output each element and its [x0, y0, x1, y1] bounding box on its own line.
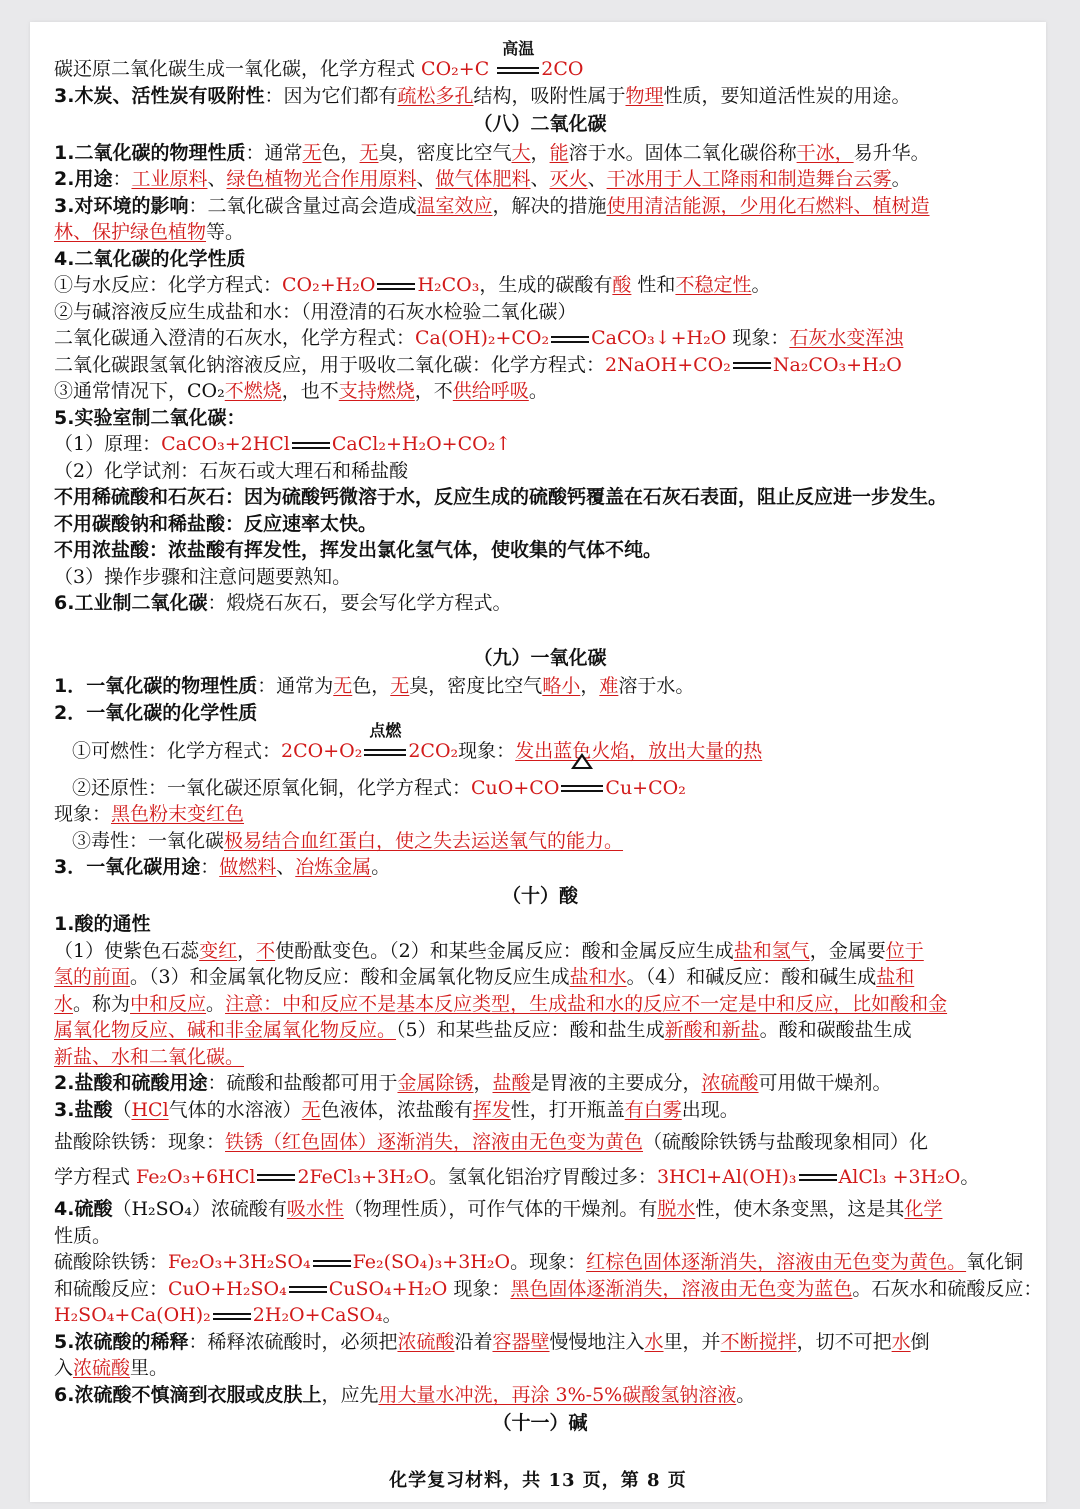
- answer: 盐和: [876, 966, 915, 988]
- text: 。石灰水和硫酸反应：: [852, 1277, 1043, 1300]
- line: [54, 1249, 1026, 1276]
- heading: 6.工业制二氧化碳: [54, 592, 208, 614]
- answer: 浓硫酸: [701, 1072, 759, 1094]
- section-title: （十一）碱: [492, 1412, 588, 1434]
- text: ，应先: [321, 1383, 379, 1406]
- line: [54, 1196, 1026, 1223]
- formula: 2NaOH+CO₂: [605, 353, 731, 376]
- text: 性质。: [54, 1224, 112, 1247]
- line: [54, 1382, 1026, 1409]
- text: 可用做干燥剂。: [758, 1072, 892, 1094]
- answer: 无: [333, 675, 353, 697]
- equals-sign: [561, 785, 603, 792]
- answer: 干冰，: [796, 141, 854, 164]
- text: （: [112, 1098, 132, 1121]
- equals-sign: [377, 283, 415, 290]
- text: 、: [276, 856, 296, 878]
- text: ：因为它们都有: [264, 84, 398, 107]
- page-content: [54, 39, 1043, 1439]
- answer: 盐酸: [492, 1072, 531, 1094]
- text: 盐酸除铁锈：现象：: [54, 1131, 226, 1153]
- line: [54, 246, 1026, 273]
- text: ①可燃性：化学方程式：: [72, 740, 282, 762]
- line: [54, 83, 1026, 110]
- text: （5）和某些盐反应：酸和盐生成: [396, 1019, 665, 1041]
- answer: 黑色粉末变红色: [111, 803, 245, 825]
- equals-sign: [364, 749, 406, 756]
- answer: 不稳定性: [675, 274, 752, 296]
- condition-label: 点燃: [369, 721, 402, 740]
- text: 出现。: [681, 1098, 739, 1121]
- line: [54, 140, 1026, 167]
- formula: 2CO₂: [408, 740, 459, 762]
- text: ：: [200, 856, 220, 878]
- formula: Cu+CO₂: [605, 776, 686, 799]
- formula: Ca(OH)₂+CO₂: [415, 327, 550, 349]
- text: ，: [237, 939, 257, 962]
- text: （硫酸除铁锈与盐酸现象相同）化: [643, 1131, 929, 1153]
- line: [54, 511, 1026, 538]
- text: 色，: [321, 141, 360, 164]
- text: 臭，密度比空气: [378, 141, 512, 164]
- text: 。: [751, 274, 771, 296]
- text: 、: [530, 168, 550, 190]
- equals-sign: [213, 1313, 251, 1320]
- heading: 2.用途: [54, 168, 113, 190]
- heading: 4.二氧化碳的化学性质: [54, 247, 246, 270]
- text: 。现象：: [510, 1251, 587, 1273]
- answer: 不: [256, 939, 276, 962]
- text: 倒: [910, 1330, 930, 1353]
- text: ，生成的碳酸有: [479, 274, 613, 296]
- text: （3）操作步骤和注意问题要熟知。: [54, 565, 352, 588]
- spacer: [54, 617, 1026, 643]
- heading: 5.浓硫酸的稀释: [54, 1330, 189, 1353]
- text: 不用浓盐酸：浓盐酸有挥发性，挥发出氯化氢气体，使收集的气体不纯。: [54, 539, 663, 561]
- text: ：二氧化碳含量过高会造成: [188, 194, 417, 217]
- formula: 2FeCl₃+3H₂O: [297, 1165, 429, 1188]
- answer: 变红: [199, 939, 238, 962]
- answer: 支持燃烧: [338, 380, 415, 402]
- heading: 3.盐酸: [54, 1098, 113, 1121]
- text: 现象：: [726, 327, 790, 349]
- line: [54, 700, 1026, 727]
- answer: 无: [359, 141, 379, 164]
- heading: 1．一氧化碳的物理性质: [54, 675, 258, 697]
- answer: 石灰水变浑浊: [789, 327, 904, 349]
- formula: CaCO₃↓+H₂O: [591, 327, 727, 349]
- text: 性质，要知道活性炭的用途。: [663, 84, 911, 107]
- answer: 属氧化物反应、碱和非金属氧化物反应。: [54, 1019, 397, 1041]
- text: ③通常情况下，CO₂: [54, 380, 225, 402]
- text: 现象：: [54, 803, 112, 825]
- equals-sign: [313, 1260, 351, 1267]
- answer: 水: [54, 992, 74, 1015]
- heading: 2．一氧化碳的化学性质: [54, 701, 258, 724]
- answer: 容器壁: [492, 1330, 550, 1353]
- text: ：通常为: [257, 675, 334, 697]
- formula: CuO+H₂SO₄: [168, 1277, 287, 1300]
- answer: 供给呼吸: [452, 380, 529, 402]
- line: [54, 775, 1026, 802]
- line: [54, 431, 1026, 458]
- text: （H₂SO₄）浓硫酸有: [112, 1198, 287, 1220]
- answer: 灭火: [549, 168, 588, 190]
- text: 、: [416, 168, 436, 190]
- formula: 2H₂O+CaSO₄: [252, 1304, 383, 1326]
- answer: 位于: [885, 939, 924, 962]
- text: ，不: [414, 380, 453, 402]
- text: 里。: [130, 1357, 169, 1379]
- text: ：煅烧石灰石，要会写化学方程式。: [207, 592, 512, 614]
- line: [54, 1017, 1026, 1044]
- text: 和硫酸反应：: [54, 1277, 169, 1300]
- formula: H₂SO₄+Ca(OH)₂: [54, 1304, 211, 1326]
- answer: 盐和氢气: [733, 939, 810, 962]
- answer: 化学: [904, 1198, 943, 1220]
- text: 等。: [206, 221, 245, 243]
- text: 。: [206, 992, 226, 1015]
- line: [54, 564, 1026, 591]
- answer: 温室效应: [416, 194, 493, 217]
- line: [54, 405, 1026, 432]
- text: ，: [530, 141, 550, 164]
- text: ，: [580, 675, 600, 697]
- heading: 2.盐酸和硫酸用途: [54, 1072, 208, 1094]
- answer: 工业原料: [131, 168, 208, 190]
- equals-sign: [257, 1174, 295, 1181]
- line: [54, 1070, 1026, 1097]
- text: 。称为: [73, 992, 131, 1015]
- heading: 6.浓硫酸不慎滴到衣服或皮肤上: [54, 1383, 322, 1406]
- text: 易升华。: [853, 141, 930, 164]
- text: 气体的水溶液）: [168, 1098, 302, 1121]
- heading: 3.对环境的影响: [54, 194, 189, 217]
- text: 性和: [631, 274, 676, 296]
- text: 硫酸除铁锈：: [54, 1251, 169, 1273]
- text: 。: [736, 1383, 756, 1406]
- equals-sign: [289, 1286, 327, 1293]
- text: 。氢氧化铝治疗胃酸过多：: [428, 1165, 657, 1188]
- line: [54, 378, 1026, 405]
- line: [54, 1044, 1026, 1071]
- text: ：稀释浓硫酸时，必须把: [188, 1330, 398, 1353]
- text: ，也不: [281, 380, 339, 402]
- text: ①与水反应：化学方程式：: [54, 274, 283, 296]
- line: [54, 166, 1026, 193]
- text: 。: [382, 1304, 402, 1326]
- line: [54, 1097, 1026, 1124]
- formula: AlCl₃ +3H₂O: [838, 1165, 961, 1188]
- answer: 新盐、水和二氧化碳。: [54, 1045, 245, 1068]
- line: [54, 590, 1026, 617]
- answer: 物理: [625, 84, 664, 107]
- text: 性，打开瓶盖: [510, 1098, 625, 1121]
- line: [54, 1302, 1026, 1329]
- reaction-condition: [559, 775, 605, 802]
- text: 。酸和碳酸盐生成: [759, 1019, 912, 1041]
- line: [54, 1223, 1026, 1250]
- text: 、: [207, 168, 227, 190]
- answer: HCl: [131, 1098, 169, 1121]
- answer: 注意：中和反应不是基本反应类型，生成盐和水的反应不一定是中和反应，比如酸和金: [225, 992, 948, 1015]
- answer: 氢的前面: [54, 966, 131, 988]
- equals-sign: [551, 336, 589, 343]
- heading: 1.二氧化碳的物理性质: [54, 141, 246, 164]
- line: [54, 911, 1026, 938]
- text: 里，并: [663, 1330, 721, 1353]
- answer: 大: [511, 141, 531, 164]
- formula: CuSO₄+H₂O: [328, 1277, 448, 1300]
- text: ②还原性：一氧化碳还原氧化铜，化学方程式：: [72, 776, 472, 799]
- answer: 有白雾: [624, 1098, 682, 1121]
- answer: 绿色植物光合作用原料: [226, 168, 417, 190]
- text: 沿着: [454, 1330, 493, 1353]
- text: 色，: [352, 675, 391, 697]
- answer: 水: [891, 1330, 911, 1353]
- line: [54, 1129, 1026, 1156]
- answer: 极易结合血红蛋白，使之失去运送氧气的能力。: [224, 829, 624, 852]
- answer: 发出蓝色火焰，放出大量的热: [515, 740, 763, 762]
- answer: 浓硫酸: [397, 1330, 455, 1353]
- text: 现象：: [447, 1277, 511, 1300]
- formula: CaCO₃+2HCl: [161, 433, 290, 455]
- text: ，金属要: [809, 939, 886, 962]
- heading: 5.实验室制二氧化碳：: [54, 406, 246, 429]
- line: [54, 938, 1026, 965]
- formula: 3HCl+Al(OH)₃: [656, 1165, 797, 1188]
- text: ，: [473, 1072, 493, 1094]
- section-title: （八）二氧化碳: [473, 113, 607, 135]
- text: ，解决的措施: [492, 194, 607, 217]
- text: 性，使木条变黑，这是其: [695, 1198, 905, 1220]
- text: （1）使紫色石蕊: [54, 939, 200, 962]
- answer: 冶炼金属: [295, 856, 372, 878]
- line: [54, 1329, 1026, 1356]
- answer: 铁锈（红色固体）逐渐消失，溶液由无色变为黄色: [225, 1131, 644, 1153]
- heading: 1.酸的通性: [54, 913, 151, 935]
- answer: 干冰用于人工降雨和制造舞台云雾: [606, 168, 892, 190]
- formula: CaCl₂+H₂O+CO₂↑: [331, 433, 512, 455]
- answer: 不断搅拌: [720, 1330, 797, 1353]
- text: 。: [960, 1165, 980, 1188]
- formula: Fe₂O₃+3H₂SO₄: [168, 1251, 311, 1273]
- answer: 红棕色固体逐渐消失，溶液由无色变为黄色。: [586, 1251, 967, 1273]
- text: 二氧化碳跟氢氧化钠溶液反应，用于吸收二氧化碳：化学方程式：: [54, 353, 606, 376]
- equals-sign: [799, 1174, 837, 1181]
- answer: 无: [302, 141, 322, 164]
- line: [54, 1164, 1026, 1191]
- line: [54, 991, 1026, 1018]
- line: [54, 458, 1026, 485]
- text: 臭，密度比空气: [409, 675, 543, 697]
- reaction-condition: [362, 721, 408, 765]
- text: 二氧化碳通入澄清的石灰水，化学方程式：: [54, 327, 416, 349]
- condition-label: 高温: [502, 39, 535, 58]
- text: ，切不可把: [796, 1330, 892, 1353]
- answer: 做燃料: [219, 856, 277, 878]
- heading: 3．一氧化碳用途: [54, 856, 201, 878]
- text: 入: [54, 1357, 74, 1379]
- text: 色液体，浓盐酸有: [320, 1098, 473, 1121]
- page-footer: 化学复习材料，共 13 页，第 8 页: [389, 1470, 687, 1491]
- text: 慢慢地注入: [549, 1330, 645, 1353]
- line: [54, 964, 1026, 991]
- line: [54, 219, 1026, 246]
- text: 、: [587, 168, 607, 190]
- text: 碳还原二氧化碳生成一氧化碳，化学方程式: [54, 58, 422, 80]
- line: [54, 537, 1026, 564]
- line: [54, 39, 1026, 83]
- answer: 能: [549, 141, 569, 164]
- formula: CuO+CO: [471, 776, 560, 799]
- line: [54, 352, 1026, 379]
- line: [54, 272, 1026, 299]
- text: 溶于水。固体二氧化碳俗称: [568, 141, 797, 164]
- text: 现象：: [458, 740, 516, 762]
- heading: 3.木炭、活性炭有吸附性: [54, 84, 265, 107]
- answer: 挥发: [472, 1098, 511, 1121]
- section-title: （九）一氧化碳: [473, 646, 607, 669]
- formula: 2CO+O₂: [281, 740, 363, 762]
- text: 学方程式: [54, 1165, 137, 1188]
- line: [54, 801, 1026, 828]
- answer: 吸水性: [286, 1198, 344, 1220]
- text: ：: [112, 168, 132, 190]
- answer: 无: [301, 1098, 321, 1121]
- text: （2）化学试剂：石灰石或大理石和稀盐酸: [54, 459, 409, 482]
- line: [54, 193, 1026, 220]
- answer: 脱水: [657, 1198, 696, 1220]
- line: [54, 673, 1026, 700]
- line: [54, 828, 1026, 855]
- line: [54, 484, 1026, 511]
- text: ③毒性：一氧化碳: [72, 829, 225, 852]
- answer: 略小: [542, 675, 581, 697]
- heading: 4.硫酸: [54, 1198, 113, 1220]
- formula: H₂CO₃: [417, 274, 480, 296]
- text: 不用碳酸钠和稀盐酸：反应速率太快。: [54, 512, 378, 535]
- answer: 金属除锈: [397, 1072, 474, 1094]
- text: ：硫酸和盐酸都可用于: [207, 1072, 398, 1094]
- text: 。（4）和碱反应：酸和碱生成: [626, 966, 877, 988]
- answer: 使用清洁能源，少用化石燃料、植树造: [606, 194, 930, 217]
- text: ②与碱溶液反应生成盐和水：（用澄清的石灰水检验二氧化碳）: [54, 300, 577, 323]
- section-title: （十）酸: [501, 884, 578, 907]
- equals-sign: [733, 362, 771, 369]
- formula: Na₂CO₃+H₂O: [772, 353, 902, 376]
- line: [54, 325, 1026, 352]
- text: （物理性质），可作气体的干燥剂。有: [343, 1198, 658, 1220]
- text: 。: [371, 856, 391, 878]
- equals-sign: [497, 67, 539, 74]
- answer: 用大量水冲洗，再涂 3%-5%碳酸氢钠溶液: [378, 1383, 737, 1406]
- answer: 浓硫酸: [73, 1357, 131, 1379]
- answer: 难: [599, 675, 619, 697]
- answer: 酸: [612, 274, 632, 296]
- answer: 盐和水: [569, 966, 627, 988]
- line: [54, 721, 1026, 765]
- answer: 疏松多孔: [397, 84, 474, 107]
- text: 氧化铜: [966, 1251, 1024, 1273]
- text: 溶于水。: [618, 675, 695, 697]
- answer: 黑色固体逐渐消失，溶液由无色变为蓝色: [510, 1277, 853, 1300]
- line: [54, 299, 1026, 326]
- text: ：通常: [245, 141, 303, 164]
- formula: CO₂+C: [421, 58, 496, 80]
- formula: 2CO: [541, 58, 584, 80]
- answer: 新酸和新盐: [664, 1019, 760, 1041]
- document-page: [30, 22, 1046, 1502]
- text: 。（3）和金属氧化物反应：酸和金属氧化物反应生成: [130, 966, 570, 988]
- heat-triangle-icon: [571, 753, 593, 769]
- answer: 水: [644, 1330, 664, 1353]
- answer: 无: [390, 675, 410, 697]
- text: 使酚酞变色。（2）和某些金属反应：酸和金属反应生成: [275, 939, 734, 962]
- text: （1）原理：: [54, 433, 162, 455]
- formula: Fe₂(SO₄)₃+3H₂O: [352, 1251, 511, 1273]
- formula: CO₂+H₂O: [282, 274, 376, 296]
- text: 。: [891, 168, 911, 190]
- text: 结构，吸附性属于: [473, 84, 626, 107]
- formula: Fe₂O₃+6HCl: [136, 1165, 256, 1188]
- text: 不用稀硫酸和石灰石：因为硫酸钙微溶于水，反应生成的硫酸钙覆盖在石灰石表面，阻止反应进一步发生。: [54, 486, 948, 508]
- equals-sign: [292, 442, 330, 449]
- answer: 中和反应: [130, 992, 207, 1015]
- text: 。: [528, 380, 548, 402]
- reaction-condition: [495, 39, 541, 83]
- line: [54, 854, 1026, 881]
- answer: 不燃烧: [224, 380, 282, 402]
- answer: 林、保护绿色植物: [54, 221, 207, 243]
- line: [54, 1355, 1026, 1382]
- answer: 做气体肥料: [435, 168, 531, 190]
- text: 是胃液的主要成分，: [530, 1072, 702, 1094]
- line: [54, 1276, 1043, 1303]
